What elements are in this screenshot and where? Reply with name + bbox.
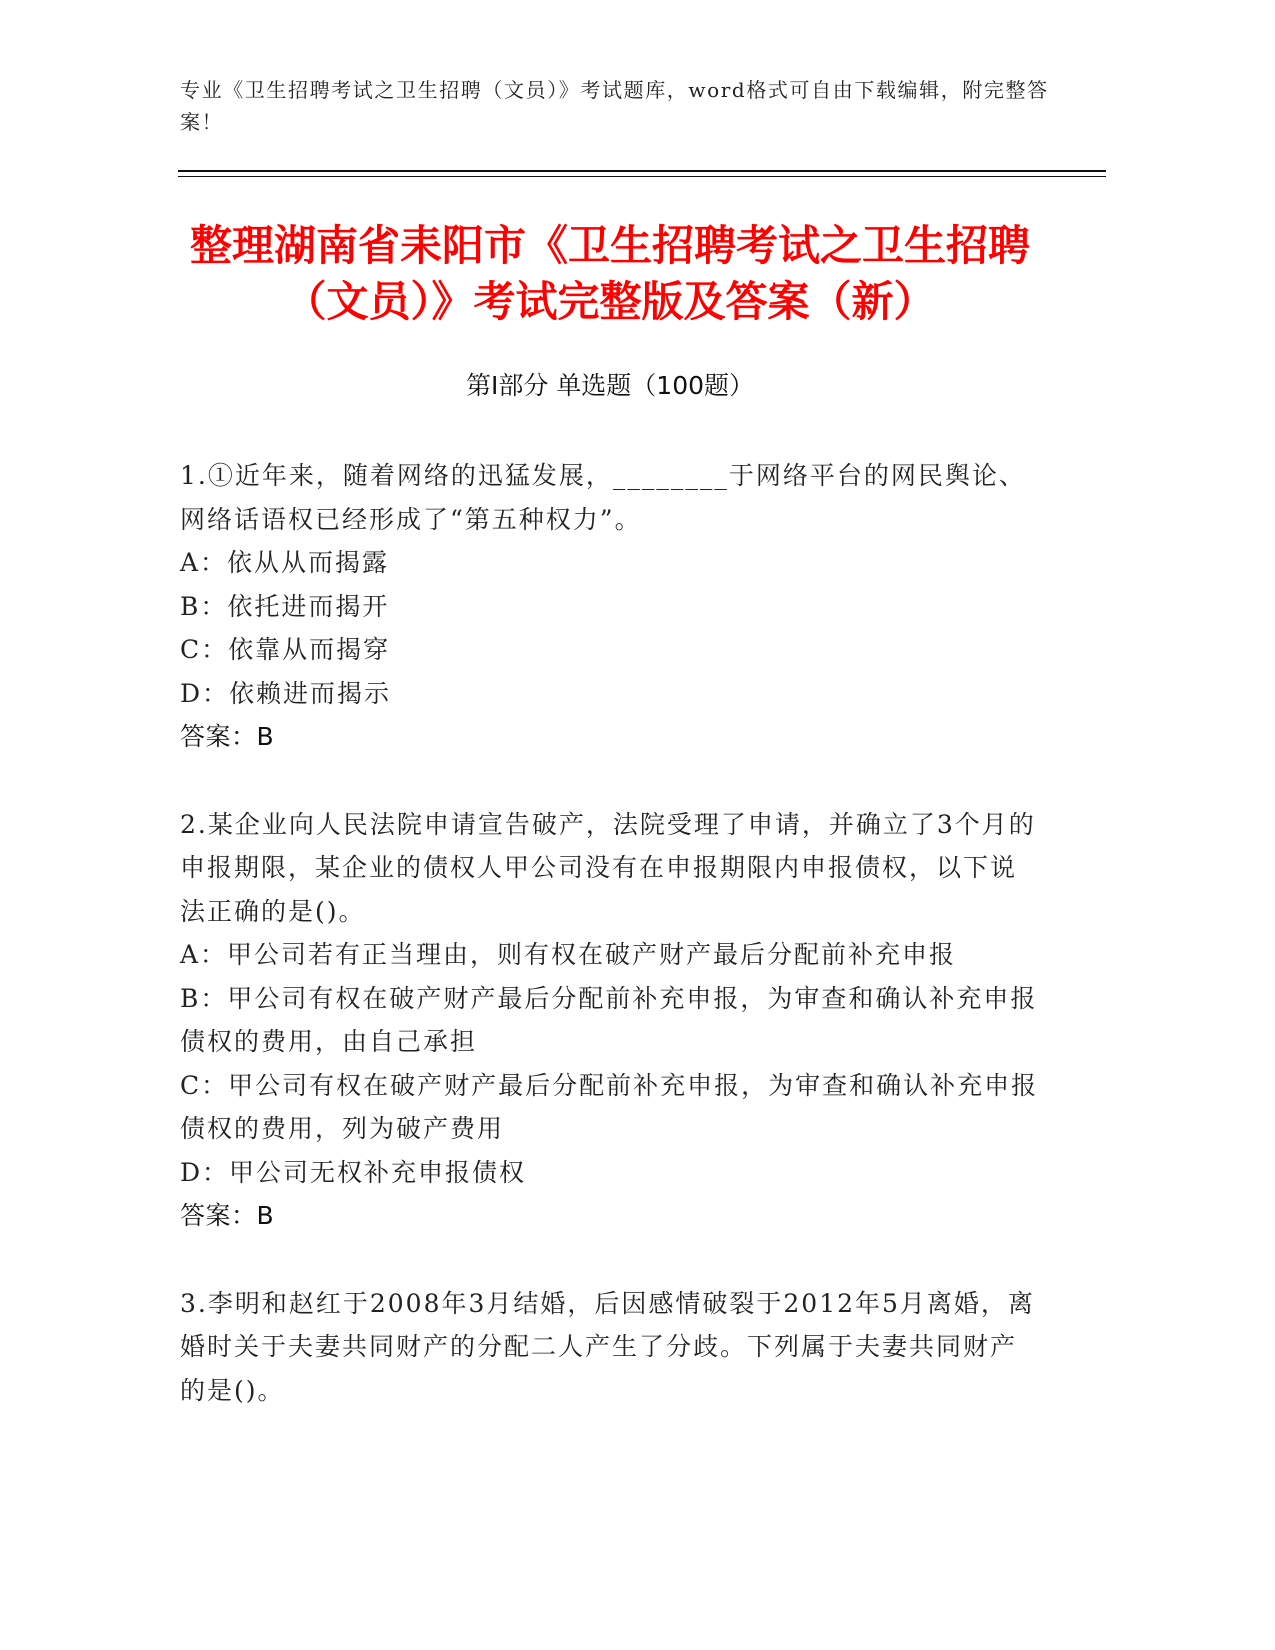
option-d: D：甲公司无权补充申报债权: [180, 1157, 527, 1187]
document-title: 整理湖南省耒阳市《卫生招聘考试之卫生招聘（文员）》考试完整版及答案（新）: [189, 221, 1030, 326]
option-b: B：依托进而揭开: [180, 591, 390, 621]
option-a: A：依从从而揭露: [180, 548, 390, 577]
option-a: A：甲公司若有正当理由，则有权在破产财产最后分配前补充申报: [180, 940, 957, 969]
option-c: C：依靠从而揭穿: [180, 635, 391, 664]
answer-line: 答案：B: [180, 1201, 275, 1230]
option-b: B：甲公司有权在破产财产最后分配前补充申报，为审查和确认补充申报债权的费用，由自己承担: [180, 983, 1038, 1056]
header-divider-thick: [178, 170, 1106, 172]
option-d: D：依赖进而揭示: [180, 678, 392, 708]
section-title: 第Ⅰ部分 单选题（100题）: [465, 371, 755, 400]
question-stem: 2.某企业向人民法院申请宣告破产，法院受理了申请，并确立了3个月的申报期限，某企业的债权人甲公司没有在申报期限内申报债权，以下说法正确的是()。: [180, 809, 1036, 926]
question-1: [180, 454, 1040, 759]
question-2: [180, 803, 1040, 1238]
question-3: [180, 1282, 1040, 1413]
header-divider-thin: [178, 176, 1106, 177]
answer-line: 答案：B: [180, 722, 275, 751]
question-stem: 1.①近年来，随着网络的迅猛发展，________于网络平台的网民舆论、网络话语权已经形成了“第五种权力”。: [180, 461, 1026, 534]
question-list: [180, 454, 1040, 1456]
header-note: 专业《卫生招聘考试之卫生招聘（文员）》考试题库，word格式可自由下载编辑，附完整答案！: [180, 78, 1049, 134]
option-c: C：甲公司有权在破产财产最后分配前补充申报，为审查和确认补充申报债权的费用，列为破产费用: [180, 1070, 1039, 1143]
question-stem: 3.李明和赵红于2008年3月结婚，后因感情破裂于2012年5月离婚，离婚时关于夫妻共同财产的分配二人产生了分歧。下列属于夫妻共同财产的是()。: [180, 1288, 1035, 1405]
